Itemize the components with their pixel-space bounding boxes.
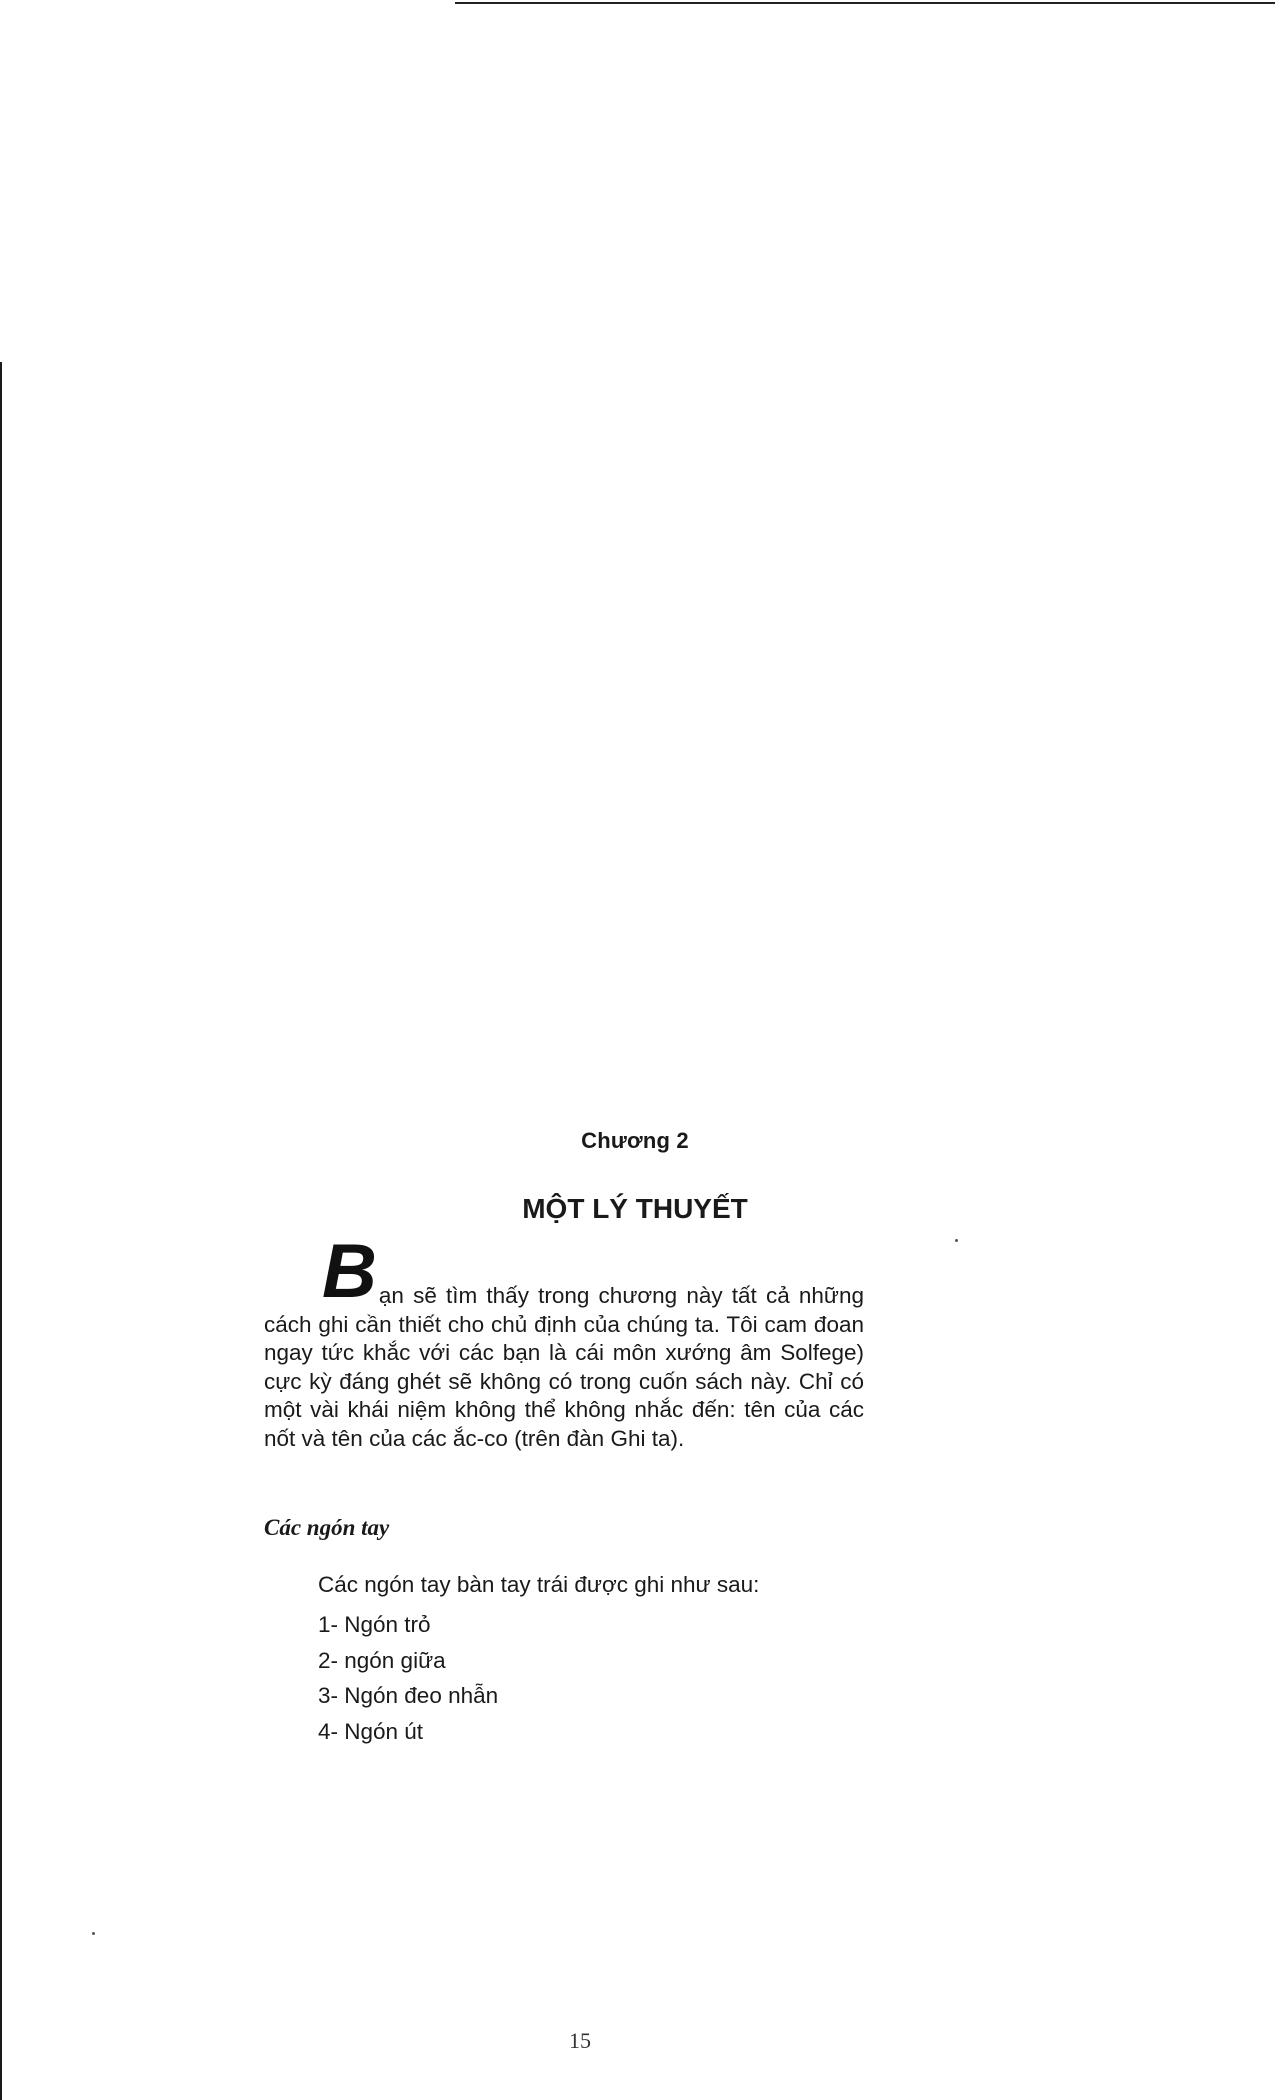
- list-item: 3- Ngón đeo nhẫn: [318, 1683, 499, 1708]
- list-item: 2- ngón giữa: [318, 1647, 446, 1673]
- finger-list: [318, 1607, 498, 1749]
- list-item: 1- Ngón trỏ: [318, 1612, 431, 1637]
- scan-edge-left: [0, 362, 2, 2100]
- section-heading: Các ngón tay: [264, 1515, 390, 1540]
- scan-speck: [92, 1932, 95, 1935]
- list-item: 4- Ngón út: [318, 1718, 424, 1744]
- chapter-label: Chương 2: [581, 1128, 689, 1153]
- drop-cap: B: [322, 1229, 377, 1314]
- page-number: 15: [569, 2028, 591, 2053]
- intro-paragraph: [264, 1229, 864, 1453]
- list-intro: Các ngón tay bàn tay trái được ghi như sau:: [318, 1572, 760, 1597]
- chapter-title: MỘT LÝ THUYẾT: [522, 1193, 748, 1224]
- scan-edge-top: [455, 2, 1275, 4]
- scan-speck: [955, 1239, 958, 1242]
- intro-text: ạn sẽ tìm thấy trong chương này tất cả những cách ghi cần thiết cho chủ định của chúng ta. Tôi cam đoan ngay tức khắc với các bạn là cái môn xướng âm Solfege) cực kỳ đáng ghét sẽ không có trong cuốn sách này. Chỉ có một vài khái niệm không thể không nhắc đến: tên của các nốt và tên của các ắc-co (trên đàn Ghi ta).: [264, 1283, 864, 1451]
